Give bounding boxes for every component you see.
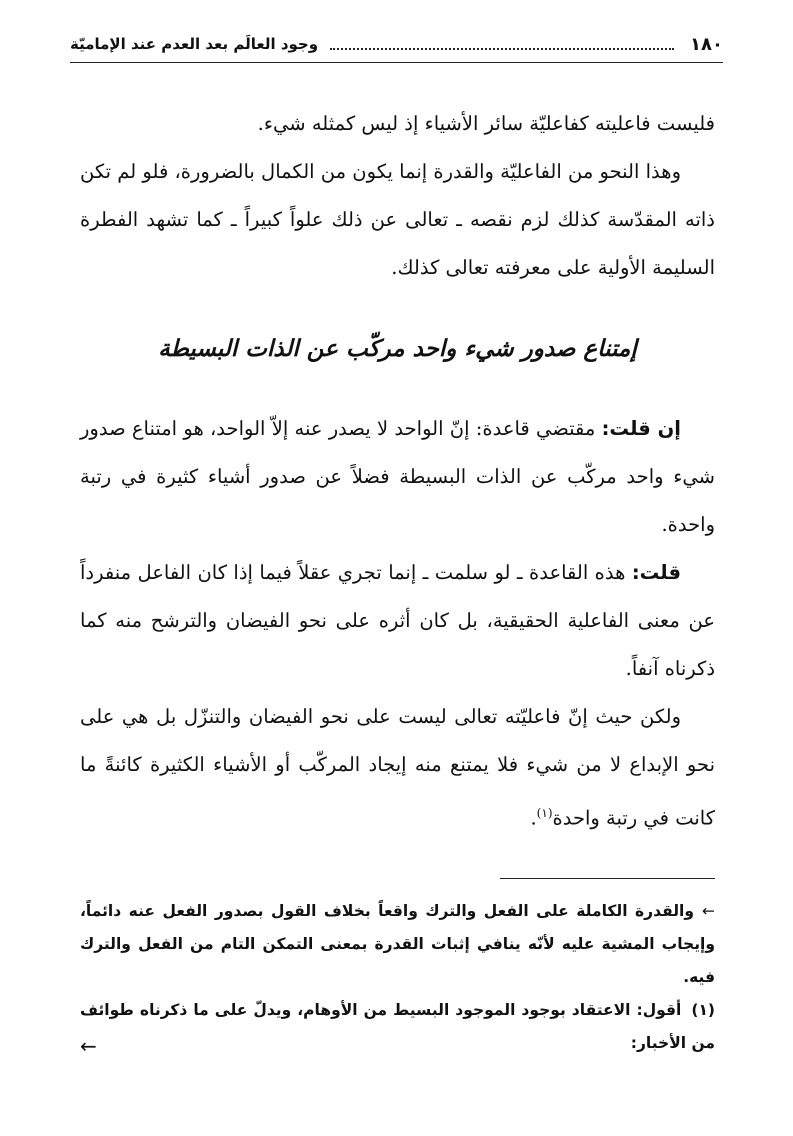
opening-paragraphs [80,100,715,292]
header-leader-dots [330,38,674,50]
page-number: ١٨٠ [690,33,723,55]
paragraph [80,693,715,843]
paragraph-text: مقتضي قاعدة: إنّ الواحد لا يصدر عنه إلاّ الواحد، هو امتناع صدور شيء واحد مركّب عن الذات البسيطة فضلاً عن صدور أشياء كثيرة في رتبة واحدة. [80,417,715,536]
continued-arrow-icon: ← [80,1034,97,1058]
paragraph [80,549,715,693]
paragraph-end: . [530,806,537,830]
header-rule [70,62,723,63]
paragraph [80,405,715,549]
paragraph: وهذا النحو من الفاعليّة والقدرة إنما يكون من الكمال بالضرورة، فلو لم تكن ذاته المقدّسة كذلك لزم نقصه ـ تعالى عن ذلك علواً كبيراً ـ كما تشهد الفطرة السليمة الأولية على معرفته تعالى كذلك. [80,160,715,279]
paragraph-text: ولكن حيث إنّ فاعليّته تعالى ليست على نحو الفيضان والتنزّل بل هي على نحو الإبداع لا من شيء فلا يمتنع منه إيجاد المركّب أو الأشياء الكثيرة كائنةً ما كانت في رتبة واحدة [80,705,715,830]
footnote-reference[interactable]: (١) [536,806,553,820]
page-header [70,30,723,58]
footnote-1 [80,994,715,1060]
footnote-text: والقدرة الكاملة على الفعل والترك واقعاً بخلاف القول بصدور الفعل عنه دائماً، وإيجاب المشية عليه لأنّه ينافي إثبات القدرة بمعنى التمكن التام من الفعل والترك فيه. [80,902,715,986]
footnote-number: (١) [691,1001,715,1019]
lead-in: إن قلت: [601,417,681,440]
footnote-separator [500,878,715,879]
section-body [80,405,715,843]
footnotes [80,895,715,1060]
section-heading: إمتناع صدور شيء واحد مركّب عن الذات البسيطة [158,336,637,362]
lead-in: قلت: [631,561,681,584]
continuation-arrow-icon: ← [702,902,715,920]
footnote-text: أقول: الاعتقاد بوجود الموجود البسيط من الأوهام، ويدلّ على ما ذكرناه طوائف من الأخبار: [80,1001,715,1052]
paragraph: فليست فاعليته كفاعليّة سائر الأشياء إذ ليس كمثله شيء. [257,112,715,135]
running-title: وجود العالَم بعد العدم عند الإماميّة [70,35,319,53]
footnote-continuation [80,895,715,994]
paragraph-text: هذه القاعدة ـ لو سلمت ـ إنما تجري عقلاً فيما إذا كان الفاعل منفرداً عن معنى الفاعلية الحقيقية، بل كان أثره على نحو الفيضان والترشح منه كما ذكرناه آنفاً. [80,561,715,680]
